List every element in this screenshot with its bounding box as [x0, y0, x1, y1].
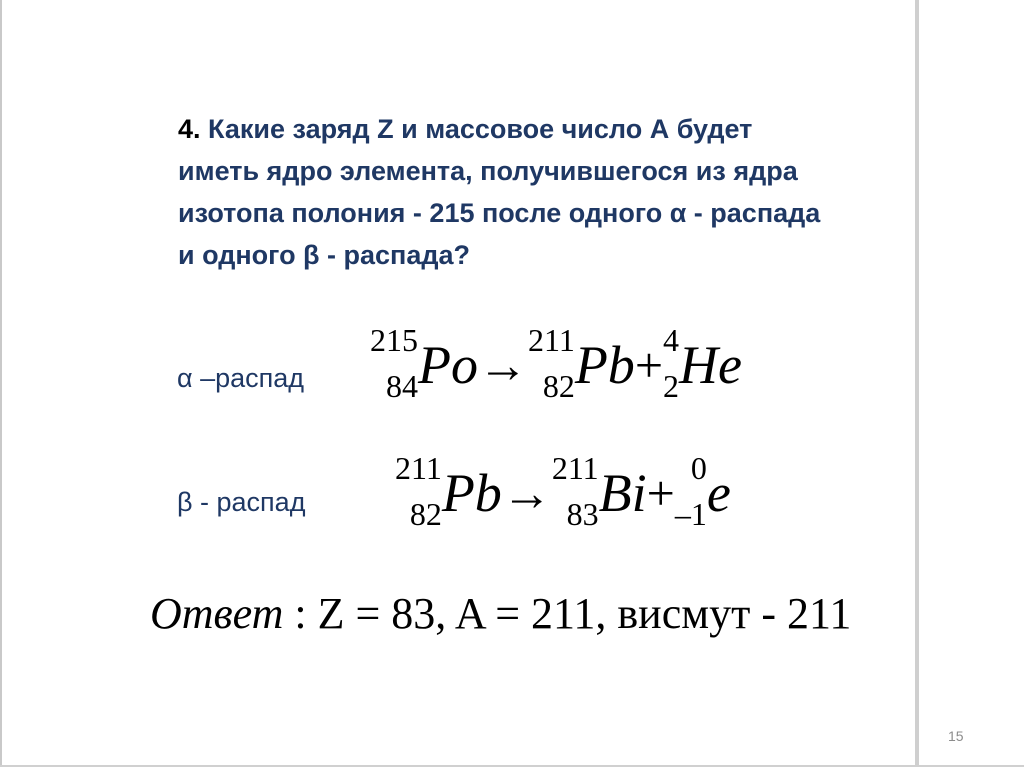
pb-charge-number: 82 [409, 496, 442, 532]
pb-mass-number: 211 [528, 322, 575, 358]
bi-mass-number: 211 [551, 450, 599, 486]
pb-charge-number: 82 [542, 368, 575, 404]
question-line-2: иметь ядро элемента, получившегося из ядра [178, 156, 798, 186]
he-symbol: He [679, 335, 742, 395]
answer-label: Ответ [150, 589, 284, 638]
pb-mass-number: 211 [395, 450, 442, 486]
he-mass-number: 4 [663, 322, 680, 358]
question-line-3: изотопа полония - 215 после одного α - распада [178, 198, 821, 228]
reaction-arrow: → [501, 465, 552, 521]
electron-symbol: e [706, 463, 731, 523]
reaction-arrow: → [478, 337, 528, 393]
isotope-bi-211 [552, 448, 647, 538]
electron-charge-number: –1 [674, 496, 707, 532]
beta-decay-label: β - распад [177, 487, 306, 517]
isotope-pb-211-beta [395, 448, 502, 538]
answer-line [150, 588, 851, 639]
po-symbol: Po [418, 335, 478, 395]
isotope-pb-211 [528, 320, 635, 410]
alpha-decay-label: α –распад [177, 363, 305, 393]
beta-decay-equation [395, 448, 731, 538]
answer-text: : Z = 83, A = 211, висмут - 211 [283, 589, 852, 638]
question-line-4: и одного β - распада? [178, 240, 471, 270]
isotope-po-215 [370, 320, 478, 410]
page-number: 15 [948, 728, 964, 744]
alpha-decay-equation [370, 320, 742, 410]
pb-symbol: Pb [574, 335, 635, 395]
slide-frame-left [0, 0, 2, 767]
question-number: 4. [178, 114, 201, 144]
electron-mass-number: 0 [690, 450, 707, 486]
plus-sign: + [646, 465, 675, 521]
pb-symbol: Pb [441, 463, 502, 523]
question-line-1 [178, 108, 908, 150]
plus-sign: + [634, 337, 664, 393]
slide-frame-right [915, 0, 919, 767]
question-text [178, 108, 908, 276]
bi-charge-number: 83 [566, 496, 599, 532]
po-mass-number: 215 [370, 322, 418, 358]
isotope-he-4 [663, 320, 742, 410]
electron [675, 448, 731, 538]
he-charge-number: 2 [663, 368, 680, 404]
po-charge-number: 84 [386, 368, 418, 404]
bi-symbol: Bi [598, 463, 647, 523]
question-line-1-text: Какие заряд Z и массовое число А будет [208, 114, 753, 144]
